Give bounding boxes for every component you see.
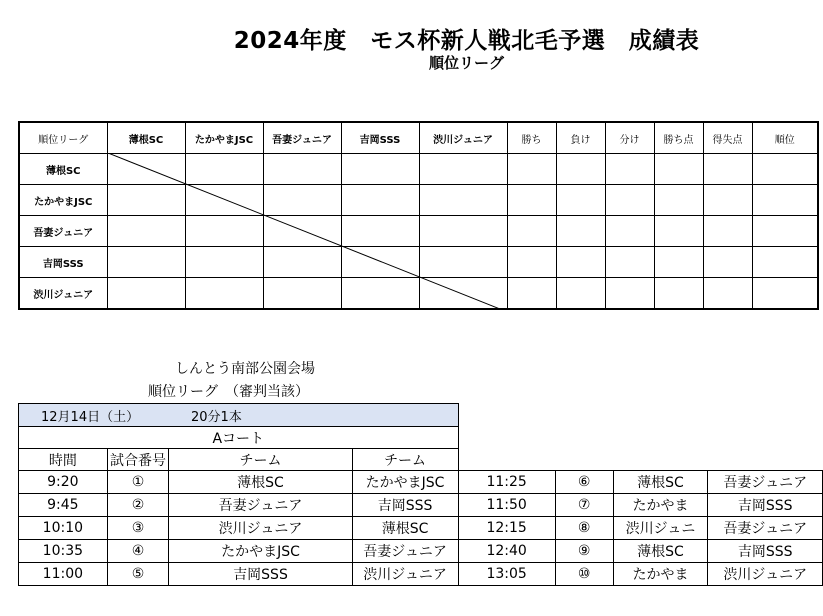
league-cell <box>507 247 556 278</box>
league-row-team: 渋川ジュニア <box>19 278 107 310</box>
match-number: ⑧ <box>555 517 613 540</box>
match-team1: 渋川ジュニ <box>613 517 708 540</box>
league-row-team: たかやまJSC <box>19 185 107 216</box>
match-number: ④ <box>107 540 169 563</box>
league-cell <box>341 216 419 247</box>
schedule-match-row <box>19 563 823 586</box>
league-row-team: 薄根SC <box>19 154 107 185</box>
match-team1: たかやま <box>613 494 708 517</box>
league-corner-label: 順位リーグ <box>19 122 107 154</box>
league-cell <box>507 185 556 216</box>
match-time: 9:20 <box>19 471 108 494</box>
schedule-header-match-no: 試合番号 <box>107 449 169 471</box>
match-team2: 吉岡SSS <box>352 494 458 517</box>
league-cell <box>752 278 818 310</box>
league-cell <box>703 154 752 185</box>
league-referee-label: 順位リーグ （審判当該） <box>148 384 309 400</box>
match-team1: たかやま <box>613 563 708 586</box>
schedule-table <box>18 403 823 586</box>
league-cell <box>654 185 703 216</box>
match-time: 12:40 <box>458 540 555 563</box>
page-subtitle: 順位リーグ <box>428 54 504 72</box>
league-cell <box>556 247 605 278</box>
league-cell <box>185 154 263 185</box>
match-number: ② <box>107 494 169 517</box>
league-cell <box>419 185 507 216</box>
league-cell <box>507 216 556 247</box>
schedule-match-row <box>19 494 823 517</box>
league-row <box>19 247 818 278</box>
match-team1: たかやまJSC <box>169 540 352 563</box>
venue-label: しんとう南部公園会場 <box>175 361 315 377</box>
page-title: 2024年度 モス杯新人戦北毛予選 成績表 <box>233 28 700 54</box>
match-time: 11:25 <box>458 471 555 494</box>
league-cell <box>556 278 605 310</box>
league-cell <box>605 185 654 216</box>
league-col-team: 渋川ジュニア <box>419 122 507 154</box>
league-col-stat: 勝ち点 <box>654 122 703 154</box>
league-col-team: 薄根SC <box>107 122 185 154</box>
schedule-header-row <box>19 449 823 471</box>
league-cell <box>605 216 654 247</box>
match-team2: 吉岡SSS <box>708 494 823 517</box>
league-cell <box>703 185 752 216</box>
league-cell <box>703 216 752 247</box>
league-cell <box>752 247 818 278</box>
match-number: ⑨ <box>555 540 613 563</box>
league-cell <box>605 154 654 185</box>
league-cell <box>341 185 419 216</box>
match-number: ⑥ <box>555 471 613 494</box>
league-cell <box>185 216 263 247</box>
match-team2: 吾妻ジュニア <box>352 540 458 563</box>
league-cell <box>752 185 818 216</box>
match-time: 9:45 <box>19 494 108 517</box>
match-number: ① <box>107 471 169 494</box>
league-cell <box>107 247 185 278</box>
schedule-date: 12月14日（土） <box>41 409 140 425</box>
league-col-stat: 順位 <box>752 122 818 154</box>
match-number: ⑩ <box>555 563 613 586</box>
match-team1: 渋川ジュニア <box>169 517 352 540</box>
league-cell <box>556 154 605 185</box>
match-team1: 薄根SC <box>613 540 708 563</box>
match-team2: 吾妻ジュニア <box>708 517 823 540</box>
schedule-court: Aコート <box>19 427 459 449</box>
league-row <box>19 185 818 216</box>
schedule-court-row <box>19 427 823 449</box>
league-cell <box>654 247 703 278</box>
match-team2: 渋川ジュニア <box>352 563 458 586</box>
schedule-header-time: 時間 <box>19 449 108 471</box>
league-cell <box>341 154 419 185</box>
league-row <box>19 278 818 310</box>
schedule-date-cell <box>19 404 459 427</box>
league-cell <box>107 216 185 247</box>
league-cell <box>263 154 341 185</box>
league-col-team: 吉岡SSS <box>341 122 419 154</box>
schedule-duration: 20分1本 <box>191 409 242 425</box>
league-header-row <box>19 122 818 154</box>
league-cell <box>419 247 507 278</box>
match-team2: たかやまJSC <box>352 471 458 494</box>
league-cell <box>703 278 752 310</box>
match-time: 12:15 <box>458 517 555 540</box>
league-cell <box>703 247 752 278</box>
schedule-match-row <box>19 471 823 494</box>
match-team2: 渋川ジュニア <box>708 563 823 586</box>
league-cell <box>107 278 185 310</box>
match-team2: 吾妻ジュニア <box>708 471 823 494</box>
match-team2: 薄根SC <box>352 517 458 540</box>
league-cell <box>507 278 556 310</box>
league-cell <box>419 216 507 247</box>
league-cell <box>605 247 654 278</box>
schedule-match-row <box>19 517 823 540</box>
league-cell <box>185 278 263 310</box>
match-team1: 吉岡SSS <box>169 563 352 586</box>
match-time: 11:50 <box>458 494 555 517</box>
match-team1: 薄根SC <box>613 471 708 494</box>
league-cell <box>507 154 556 185</box>
schedule-header-team: チーム <box>169 449 352 471</box>
schedule-match-row <box>19 540 823 563</box>
league-cell <box>263 247 341 278</box>
league-table <box>18 121 819 310</box>
league-cell <box>263 185 341 216</box>
league-cell <box>605 278 654 310</box>
league-cell <box>341 247 419 278</box>
match-time: 10:35 <box>19 540 108 563</box>
match-number: ⑦ <box>555 494 613 517</box>
league-cell <box>263 216 341 247</box>
league-cell <box>752 154 818 185</box>
match-number: ⑤ <box>107 563 169 586</box>
match-time: 10:10 <box>19 517 108 540</box>
match-time: 11:00 <box>19 563 108 586</box>
league-row <box>19 154 818 185</box>
match-team1: 吾妻ジュニア <box>169 494 352 517</box>
league-cell <box>654 154 703 185</box>
league-cell <box>556 185 605 216</box>
schedule-header-team: チーム <box>352 449 458 471</box>
league-col-stat: 得失点 <box>703 122 752 154</box>
league-row-team: 吾妻ジュニア <box>19 216 107 247</box>
match-team2: 吉岡SSS <box>708 540 823 563</box>
league-cell <box>419 154 507 185</box>
league-cell <box>654 216 703 247</box>
league-cell <box>107 185 185 216</box>
league-col-stat: 負け <box>556 122 605 154</box>
league-cell <box>752 216 818 247</box>
league-row <box>19 216 818 247</box>
league-cell <box>556 216 605 247</box>
league-cell <box>341 278 419 310</box>
league-row-team: 吉岡SSS <box>19 247 107 278</box>
schedule-date-row <box>19 404 823 427</box>
league-cell <box>107 154 185 185</box>
league-col-team: 吾妻ジュニア <box>263 122 341 154</box>
league-cell <box>263 278 341 310</box>
league-cell <box>185 185 263 216</box>
match-team1: 薄根SC <box>169 471 352 494</box>
match-number: ③ <box>107 517 169 540</box>
league-cell <box>419 278 507 310</box>
league-col-stat: 勝ち <box>507 122 556 154</box>
league-col-team: たかやまJSC <box>185 122 263 154</box>
league-col-stat: 分け <box>605 122 654 154</box>
match-time: 13:05 <box>458 563 555 586</box>
league-cell <box>185 247 263 278</box>
league-cell <box>654 278 703 310</box>
